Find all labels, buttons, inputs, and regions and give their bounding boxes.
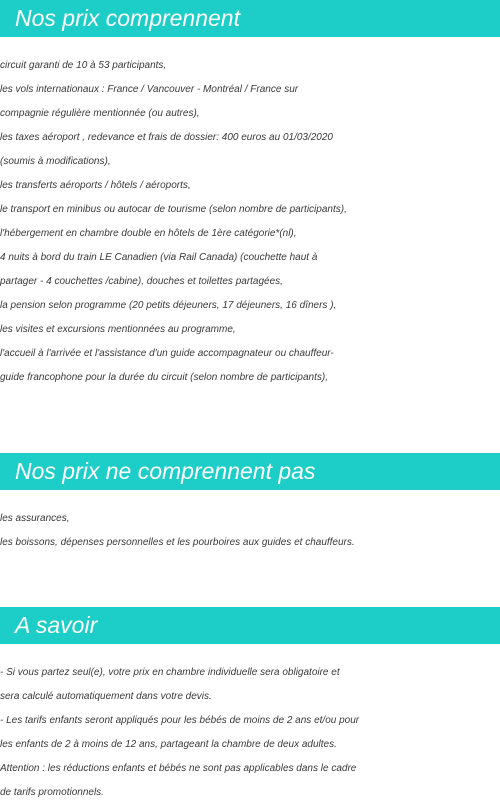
included-line-7: le transport en minibus ou autocar de tourisme (selon nombre de participants), xyxy=(0,204,347,215)
info-line-3: - Les tarifs enfants seront appliqués pour les bébés de moins de 2 ans et/ou pour xyxy=(0,715,360,726)
excluded-line-1: les assurances, xyxy=(0,513,70,524)
section-excluded-header: Nos prix ne comprennent pas xyxy=(0,453,500,490)
section-excluded-body xyxy=(0,507,500,555)
included-line-10: partager - 4 couchettes /cabine), douches et toilettes partagées, xyxy=(0,276,283,287)
info-line-1: - Si vous partez seul(e), votre prix en chambre individuelle sera obligatoire et xyxy=(0,667,340,678)
section-included-header: Nos prix comprennent xyxy=(0,0,500,37)
info-line-5: Attention : les réductions enfants et bébés ne sont pas applicables dans le cadre xyxy=(0,763,357,774)
included-line-4: les taxes aéroport , redevance et frais de dossier: 400 euros au 01/03/2020 xyxy=(0,132,333,143)
info-line-4: les enfants de 2 à moins de 12 ans, partageant la chambre de deux adultes. xyxy=(0,739,337,750)
included-line-6: les transferts aéroports / hôtels / aéroports, xyxy=(0,180,191,191)
included-line-3: compagnie régulière mentionnée (ou autres), xyxy=(0,108,200,119)
section-included-body xyxy=(0,54,500,390)
included-line-13: l'accueil à l'arrivée et l'assistance d'un guide accompagnateur ou chauffeur- xyxy=(0,348,334,359)
included-line-5: (soumis à modifications), xyxy=(0,156,111,167)
excluded-line-2: les boissons, dépenses personnelles et les pourboires aux guides et chauffeurs. xyxy=(0,537,355,548)
included-line-2: les vols internationaux : France / Vancouver - Montréal / France sur xyxy=(0,84,299,95)
section-info-header: A savoir xyxy=(0,607,500,644)
section-info-body xyxy=(0,661,500,805)
included-line-8: l'hébergement en chambre double en hôtels de 1ère catégorie*(nl), xyxy=(0,228,297,239)
info-line-6: de tarifs promotionnels. xyxy=(0,787,104,798)
included-line-14: guide francophone pour la durée du circuit (selon nombre de participants), xyxy=(0,372,328,383)
included-line-1: circuit garanti de 10 à 53 participants, xyxy=(0,60,167,71)
included-line-12: les visites et excursions mentionnées au programme, xyxy=(0,324,236,335)
included-line-11: la pension selon programme (20 petits déjeuners, 17 déjeuners, 16 dîners ), xyxy=(0,300,337,311)
included-line-9: 4 nuits à bord du train LE Canadien (via Rail Canada) (couchette haut à xyxy=(0,252,318,263)
info-line-2: sera calculé automatiquement dans votre devis. xyxy=(0,691,212,702)
